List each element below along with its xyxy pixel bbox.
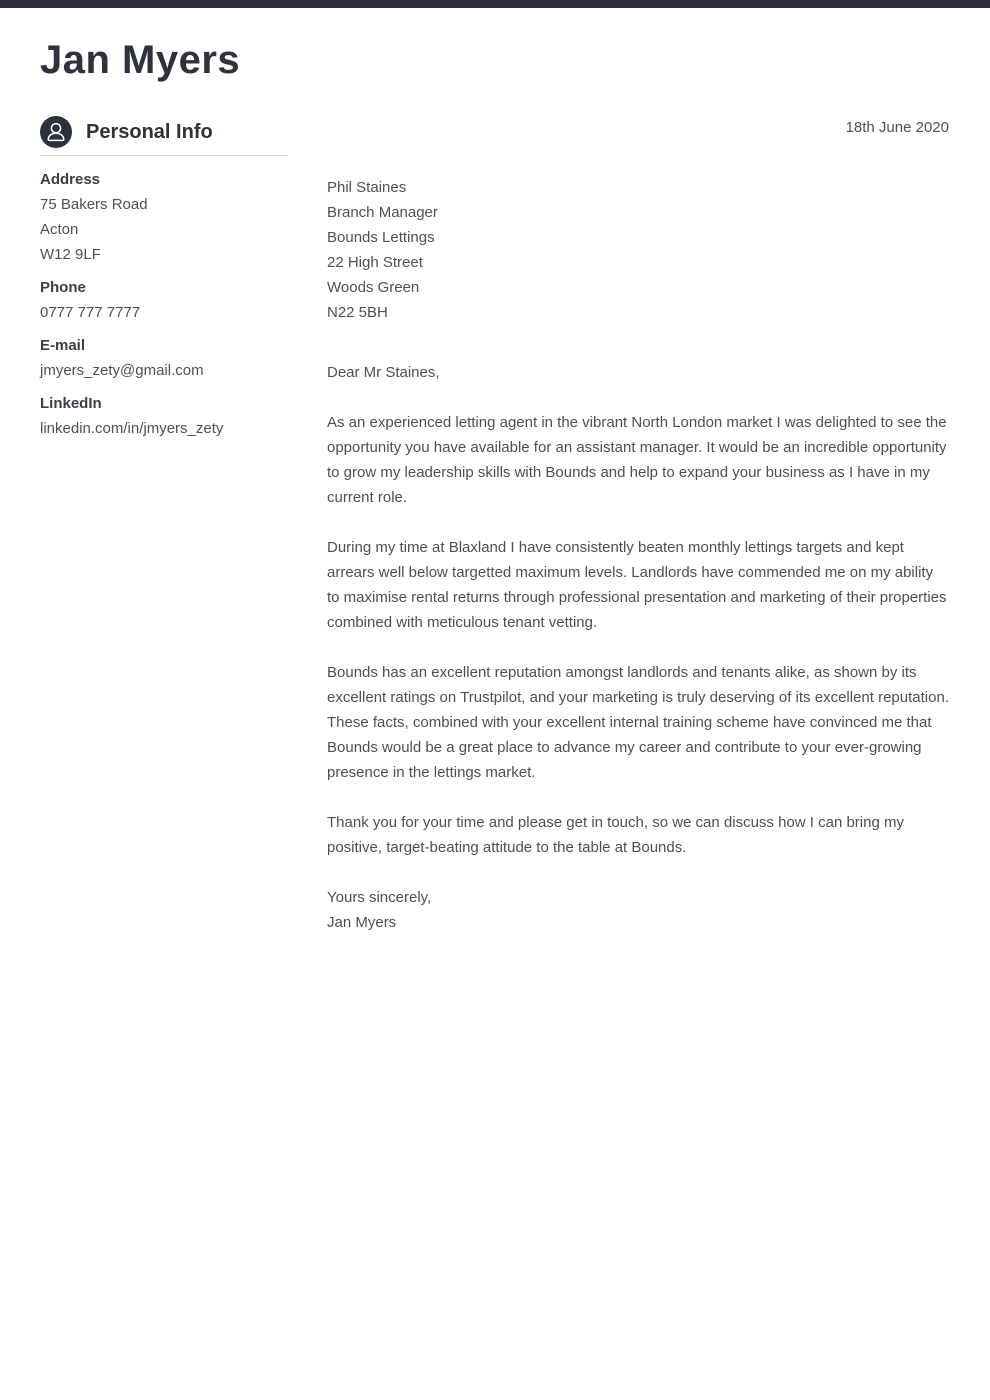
email-value: jmyers_zety@gmail.com (40, 362, 204, 379)
linkedin-value: linkedin.com/in/jmyers_zety (40, 420, 224, 437)
phone-group (40, 275, 288, 325)
linkedin-label: LinkedIn (40, 395, 102, 412)
accent-top-ribbon (0, 0, 990, 8)
address-line: 75 Bakers Road (40, 196, 148, 213)
recipient-company: Bounds Lettings (327, 229, 435, 246)
email-group (40, 333, 288, 383)
closing-phrase: Yours sincerely, (327, 889, 432, 906)
letter-paragraph: As an experienced letting agent in the vibrant North London market I was delighted to see the opportunity you have available for an assistant manager. It would be an incredible opportunity to grow my leadership skills with Bounds and help to expand your business as I have in my current role. (327, 414, 947, 506)
letter-paragraph: During my time at Blaxland I have consistently beaten monthly lettings targets and kept arrears well below targetted maximum levels. Landlords have commended me on my ability to maximise rental returns through professional presentation and marketing of their properties combined with meticulous tenant vetting. (327, 539, 947, 631)
personal-info-title: Personal Info (86, 120, 213, 143)
applicant-name-heading: Jan Myers (40, 38, 241, 82)
letter-paragraph: Bounds has an excellent reputation amongst landlords and tenants alike, as shown by its excellent ratings on Trustpilot, and your marketing is truly deserving of its excellent reputation. These facts, combined with your excellent internal training scheme have convinced me that Bounds would be a great place to advance my career and contribute to your ever-growing presence in the lettings market. (327, 664, 949, 781)
address-line: W12 9LF (40, 246, 101, 263)
personal-info-groups (40, 156, 288, 441)
letter-body (327, 115, 949, 935)
personal-info-sidebar (40, 116, 288, 449)
recipient-address-block (327, 175, 949, 325)
phone-value: 0777 777 7777 (40, 304, 141, 321)
letter-paragraph: Thank you for your time and please get in touch, so we can discuss how I can bring my positive, target-beating attitude to the table at Bounds. (327, 814, 904, 856)
linkedin-group (40, 391, 288, 441)
salutation: Dear Mr Staines, (327, 364, 440, 381)
address-line: Acton (40, 221, 79, 238)
recipient-title: Branch Manager (327, 204, 438, 221)
recipient-street: 22 High Street (327, 254, 423, 271)
signature-name: Jan Myers (327, 914, 397, 931)
closing-block (327, 885, 949, 935)
person-icon (40, 116, 72, 148)
recipient-area: Woods Green (327, 279, 420, 296)
personal-info-section-header (40, 116, 288, 156)
phone-label: Phone (40, 279, 86, 296)
recipient-name: Phil Staines (327, 179, 407, 196)
address-label: Address (40, 171, 101, 188)
address-group (40, 167, 288, 267)
email-label: E-mail (40, 337, 86, 354)
recipient-postcode: N22 5BH (327, 304, 388, 321)
letter-date: 18th June 2020 (845, 119, 949, 136)
